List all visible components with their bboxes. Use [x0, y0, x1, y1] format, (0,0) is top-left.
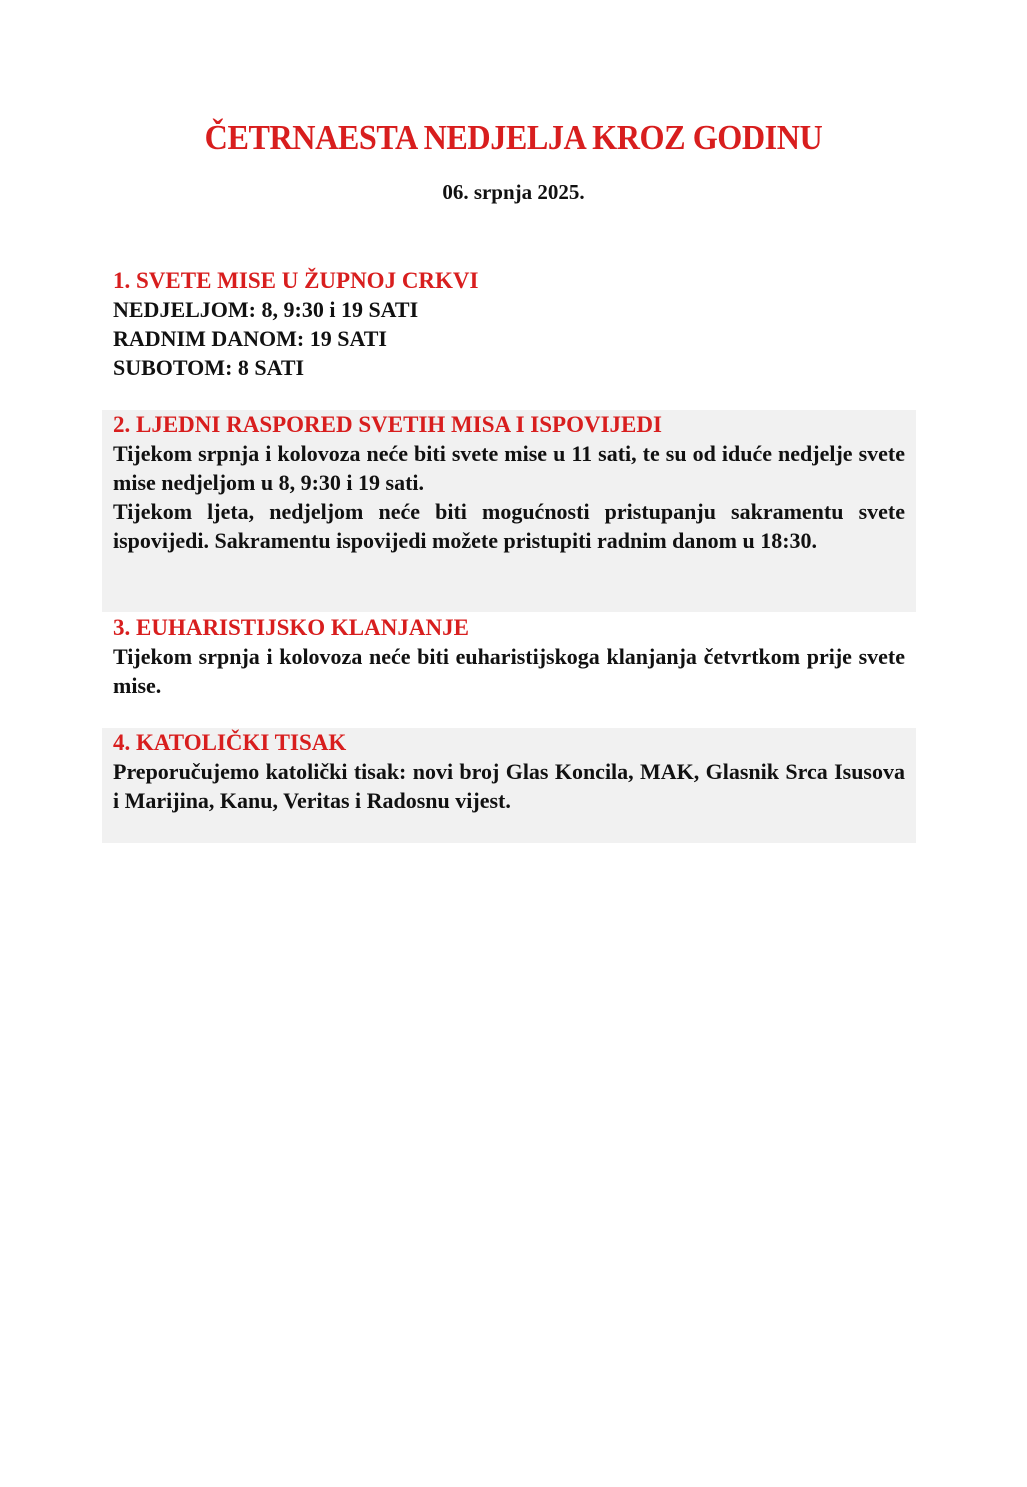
section-heading: 4. KATOLIČKI TISAK [113, 730, 347, 755]
section-heading: 1. SVETE MISE U ŽUPNOJ CRKVI [113, 268, 479, 293]
paragraph: Tijekom ljeta, nedjeljom neće biti mogućnosti pristupanju sakramentu svete ispovijedi. Sakramentu ispovijedi možete pristupiti radnim danom u 18:30. [113, 499, 905, 553]
paragraph: Tijekom srpnja i kolovoza neće biti svete mise u 11 sati, te su od iduće nedjelje svete mise nedjeljom u 8, 9:30 i 19 sati. [113, 441, 905, 495]
section-adoration [102, 613, 916, 700]
section-summer-schedule [102, 410, 916, 612]
schedule-line: RADNIM DANOM: 19 SATI [113, 326, 387, 351]
section-heading: 3. EUHARISTIJSKO KLANJANJE [113, 615, 469, 640]
schedule-line: NEDJELJOM: 8, 9:30 i 19 SATI [113, 297, 419, 322]
schedule-line: SUBOTOM: 8 SATI [113, 355, 305, 380]
section-catholic-press [102, 728, 916, 843]
paragraph: Tijekom srpnja i kolovoza neće biti euharistijskoga klanjanja četvrtkom prije svete mise. [113, 644, 905, 698]
paragraph: Preporučujemo katolički tisak: novi broj Glas Koncila, MAK, Glasnik Srca Isusova i Marijina, Kanu, Veritas i Radosnu vijest. [113, 759, 905, 813]
document-title: ČETRNAESTA NEDJELJA KROZ GODINU [204, 118, 823, 157]
section-mass-times [102, 266, 916, 382]
section-heading: 2. LJEDNI RASPORED SVETIH MISA I ISPOVIJEDI [113, 412, 662, 437]
document-date: 06. srpnja 2025. [442, 180, 585, 204]
